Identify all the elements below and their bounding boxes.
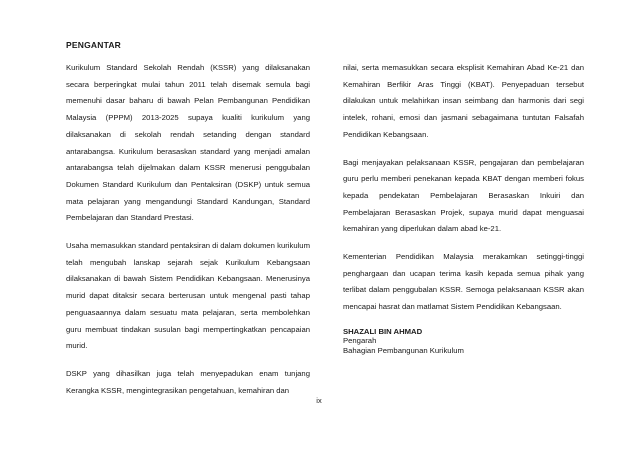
section-heading: PENGANTAR xyxy=(66,40,122,50)
right-column xyxy=(343,60,584,356)
signatory-name: SHAZALI BIN AHMAD xyxy=(343,326,423,336)
page-number: ix xyxy=(316,396,322,405)
paragraph-integration: nilai, serta memasukkan secara eksplisit Kemahiran Abad Ke-21 dan Kemahiran Berfikir Aras Tinggi (KBAT). Penyepaduan tersebut dilakukan untuk melahirkan insan seimbang dan harmonis dari segi intelek, rohani, emosi dan jasmani sebagaimana tuntutan Falsafah Pendidikan Kebangsaan. xyxy=(343,63,584,139)
signature-block xyxy=(343,327,584,356)
paragraph-acknowledgement: Kementerian Pendidikan Malaysia merakamkan setinggi-tinggi penghargaan dan ucapan terima kasih kepada semua pihak yang terlibat dalam penggubalan KSSR. Semoga pelaksanaan KSSR akan mencapai hasrat dan matlamat Sistem Pendidikan Kebangsaan. xyxy=(343,252,584,312)
signatory-title: Pengarah xyxy=(343,336,377,346)
signatory-department: Bahagian Pembangunan Kurikulum xyxy=(343,346,464,356)
left-column xyxy=(66,60,310,410)
paragraph-assessment: Usaha memasukkan standard pentaksiran di dalam dokumen kurikulum telah mengubah lanskap sejarah sejak Kurikulum Kebangsaan dilaksanakan di bawah Sistem Pendidikan Kebangsaan. Menerusinya murid dapat ditaksir secara berterusan untuk mengenal pasti tahap penguasaannya dalam sesuatu mata pelajaran, serta membolehkan guru membuat tindakan susulan bagi mempertingkatkan pencapaian murid. xyxy=(66,241,310,351)
paragraph-kssr-intro: Kurikulum Standard Sekolah Rendah (KSSR) yang dilaksanakan secara berperingkat mulai tahun 2011 telah disemak semula bagi memenuhi dasar baharu di bawah Pelan Pembangunan Pendidikan Malaysia (PPPM) 2013-2025 supaya kualiti kurikulum yang dilaksanakan di sekolah rendah setanding dengan standard antarabangsa. Kurikulum berasaskan standard yang menjadi amalan antarabangsa telah dijelmakan dalam KSSR menerusi penggubalan Dokumen Standard Kurikulum dan Pentaksiran (DSKP) untuk semua mata pelajaran yang mengandungi Standard Kandungan, Standard Pembelajaran dan Standard Prestasi. xyxy=(66,63,310,223)
paragraph-dskp: DSKP yang dihasilkan juga telah menyepadukan enam tunjang Kerangka KSSR, mengintegrasikan pengetahuan, kemahiran dan xyxy=(66,368,310,395)
paragraph-kbat: Bagi menjayakan pelaksanaan KSSR, pengajaran dan pembelajaran guru perlu memberi penekanan kepada KBAT dengan memberi fokus kepada pendekatan Pembelajaran Berasaskan Inkuiri dan Pembelajaran Berasaskan Projek, supaya murid dapat menguasai kemahiran yang diperlukan dalam abad ke-21. xyxy=(343,157,584,234)
